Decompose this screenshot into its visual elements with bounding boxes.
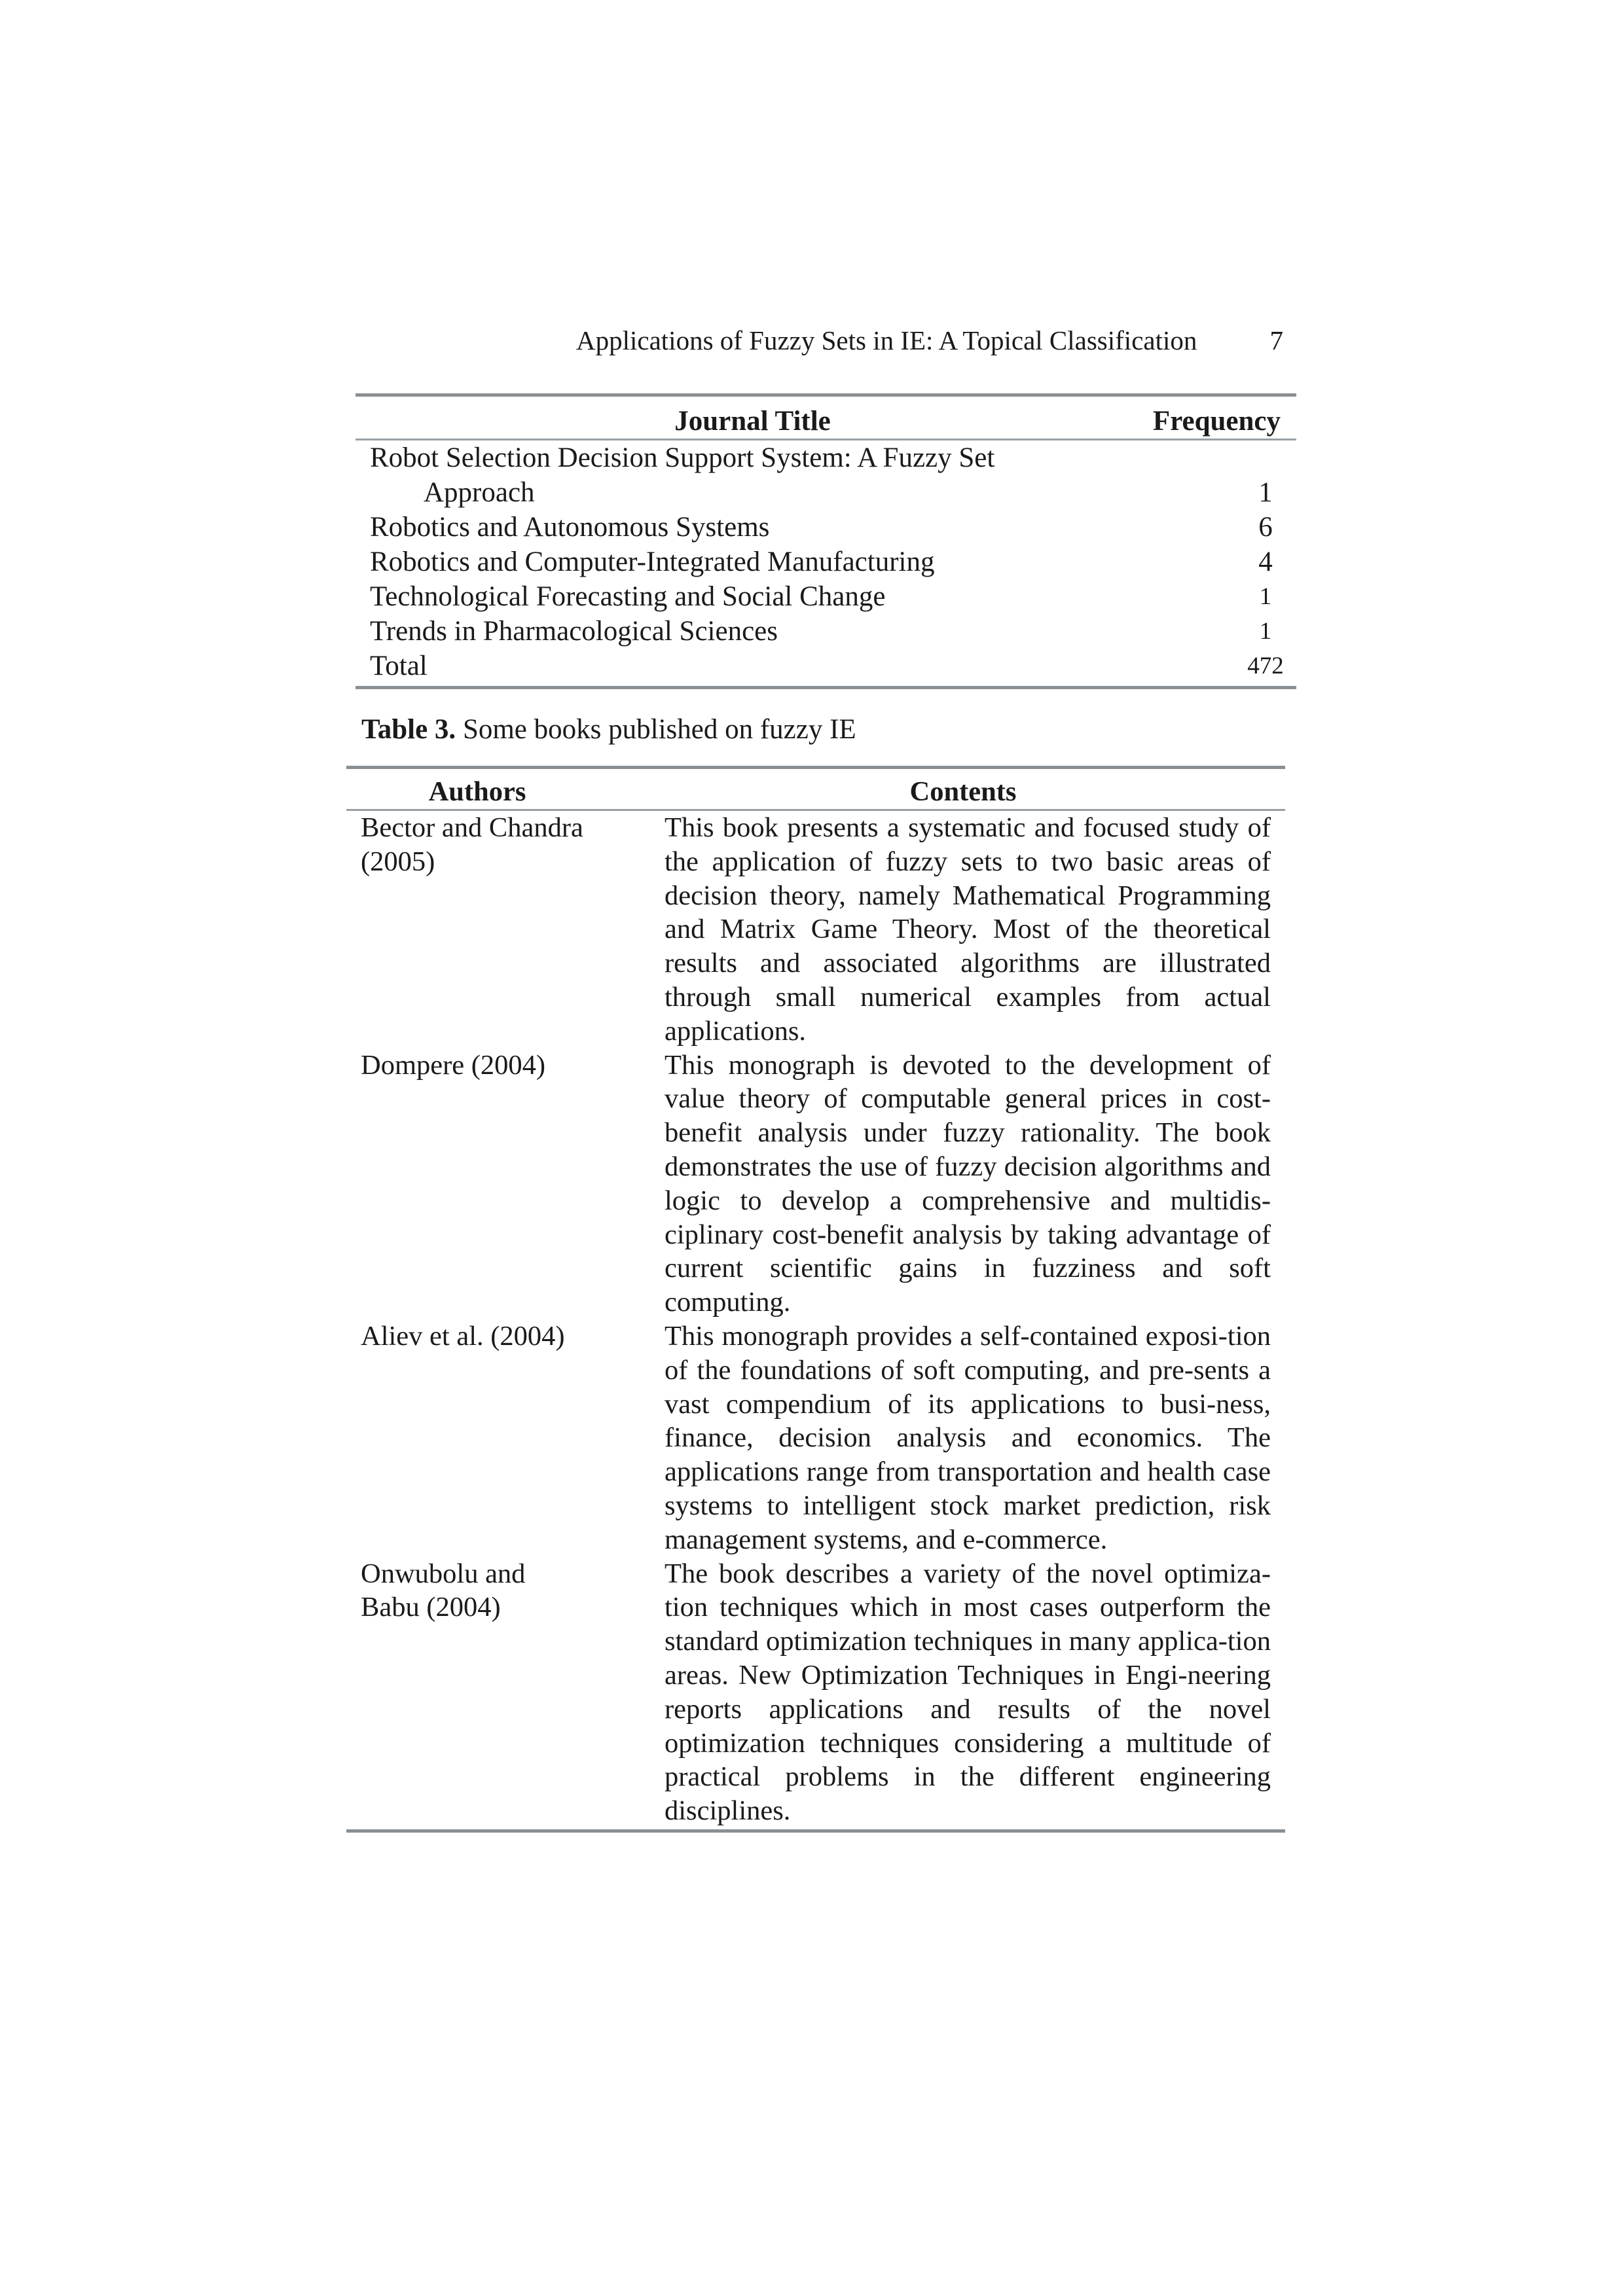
table-row	[356, 579, 1296, 614]
author-line: Bector and Chandra	[361, 812, 583, 843]
authors-header: Authors	[346, 768, 641, 810]
author-line: Babu (2004)	[361, 1592, 501, 1623]
table-row	[346, 1049, 1285, 1319]
journal-title-line: Approach	[424, 477, 535, 508]
author-cell	[346, 1557, 641, 1831]
author-cell	[346, 810, 641, 1049]
table-caption-label: Table 3.	[361, 714, 456, 745]
table-row	[356, 545, 1296, 579]
author-line: Onwubolu and	[361, 1558, 526, 1589]
table-caption	[361, 710, 856, 749]
table-row	[356, 510, 1296, 545]
running-header	[576, 321, 1283, 360]
page-number: 7	[1269, 325, 1283, 355]
total-value: 472	[1110, 649, 1296, 688]
frequency-cell: 1	[1259, 618, 1272, 645]
contents-cell: The book describes a variety of the novel optimiza-tion techniques which in most cases outperform the standard optimization techniques in many applica-tion areas. New Optimization Techniques in Engi-neering reports applications and results of the novel optimization techniques considering a multitude of practical problems in the different engineering disciplines.	[641, 1557, 1285, 1831]
frequency-cell: 1	[1259, 583, 1272, 610]
journal-title-cell: Technological Forecasting and Social Change	[370, 581, 886, 612]
contents-cell: This book presents a systematic and focused study of the application of fuzzy sets to two basic areas of decision theory, namely Mathematical Programming and Matrix Game Theory. Most of the theoretical results and associated algorithms are illustrated through small numerical examples from actual applications.	[665, 812, 1271, 1047]
journal-title-cell: Robotics and Autonomous Systems	[370, 512, 770, 543]
author-line: Dompere (2004)	[361, 1049, 546, 1081]
frequency-cell: 6	[1258, 512, 1273, 543]
journal-title-header: Journal Title	[356, 395, 1110, 440]
author-cell	[346, 1319, 641, 1557]
frequency-cell: 4	[1258, 547, 1273, 577]
author-line: (2005)	[361, 846, 435, 877]
table-row	[356, 614, 1296, 649]
author-cell	[346, 1049, 641, 1319]
total-row	[356, 649, 1296, 688]
table-row	[356, 440, 1296, 511]
table-row	[346, 1319, 1285, 1557]
journal-title-cell: Trends in Pharmacological Sciences	[370, 616, 778, 647]
contents-cell: This monograph provides a self-contained exposi-tion of the foundations of soft computing, and pre-sents a vast compendium of its applications to busi-ness, finance, decision analysis and economics. The applications range from transportation and health case systems to intelligent stock market prediction, risk management systems, and e-commerce.	[665, 1320, 1271, 1555]
table-header-row	[346, 768, 1285, 810]
journal-title-cell	[356, 440, 1110, 511]
books-table	[346, 766, 1285, 1833]
journal-title-cell: Robotics and Computer-Integrated Manufacturing	[370, 547, 935, 577]
table-header-row	[356, 395, 1296, 440]
journal-title-line: Robot Selection Decision Support System: A Fuzzy Set	[370, 442, 995, 473]
running-header-title: Applications of Fuzzy Sets in IE: A Topical Classification	[576, 325, 1197, 355]
contents-header: Contents	[641, 768, 1285, 810]
table-caption-text: Some books published on fuzzy IE	[456, 714, 856, 745]
frequency-header: Frequency	[1110, 395, 1296, 440]
table-row	[346, 1557, 1285, 1831]
frequency-cell: 1	[1258, 477, 1273, 508]
contents-cell: This monograph is devoted to the development of value theory of computable general prices in cost-benefit analysis under fuzzy rationality. The book demonstrates the use of fuzzy decision algorithms and logic to develop a comprehensive and multidis-ciplinary cost-benefit analysis by taking advantage of current scientific gains in fuzziness and soft computing.	[665, 1049, 1271, 1318]
journal-frequency-table	[356, 393, 1296, 689]
total-label: Total	[356, 649, 1110, 688]
table-row	[346, 810, 1285, 1049]
author-line: Aliev et al. (2004)	[361, 1320, 565, 1352]
